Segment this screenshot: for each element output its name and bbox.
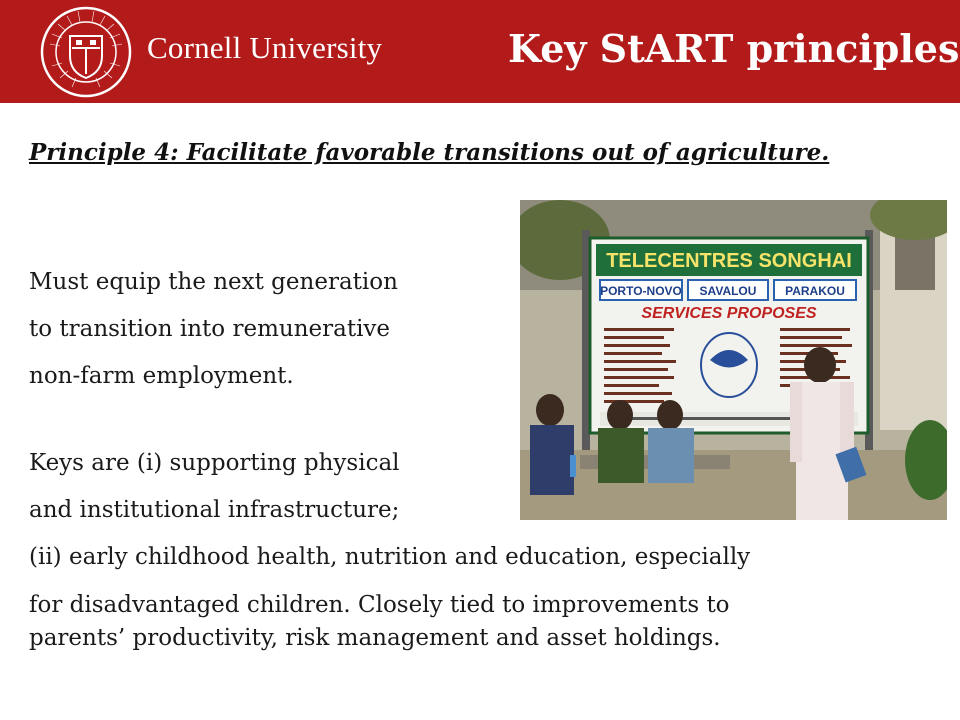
telecentre-photo-illustration bbox=[520, 200, 947, 520]
telecentre-photo bbox=[520, 200, 947, 520]
body-line: Keys are (i) supporting physical bbox=[29, 450, 400, 476]
body-line: and institutional infrastructure; bbox=[29, 497, 400, 523]
header-bar bbox=[0, 0, 960, 103]
sign-location: PORTO-NOVO bbox=[600, 284, 682, 298]
body-line: non-farm employment. bbox=[29, 363, 294, 389]
principle-heading: Principle 4: Facilitate favorable transitions out of agriculture. bbox=[29, 139, 830, 166]
body-line: Must equip the next generation bbox=[29, 269, 398, 295]
sign-location: SAVALOU bbox=[699, 284, 757, 298]
body-line: to transition into remunerative bbox=[29, 316, 391, 342]
sign-location: PARAKOU bbox=[785, 284, 845, 298]
sign-subtitle: SERVICES PROPOSES bbox=[641, 305, 817, 322]
cornell-seal-logo bbox=[40, 6, 132, 98]
slide-title: Key StART principles bbox=[508, 26, 960, 71]
sign-title: TELECENTRES SONGHAI bbox=[606, 250, 852, 272]
body-line: (ii) early childhood health, nutrition and education, especially bbox=[29, 544, 751, 570]
body-line: parents’ productivity, risk management and asset holdings. bbox=[29, 625, 721, 651]
university-name: Cornell University bbox=[147, 30, 383, 65]
body-line: for disadvantaged children. Closely tied to improvements to bbox=[29, 592, 730, 618]
